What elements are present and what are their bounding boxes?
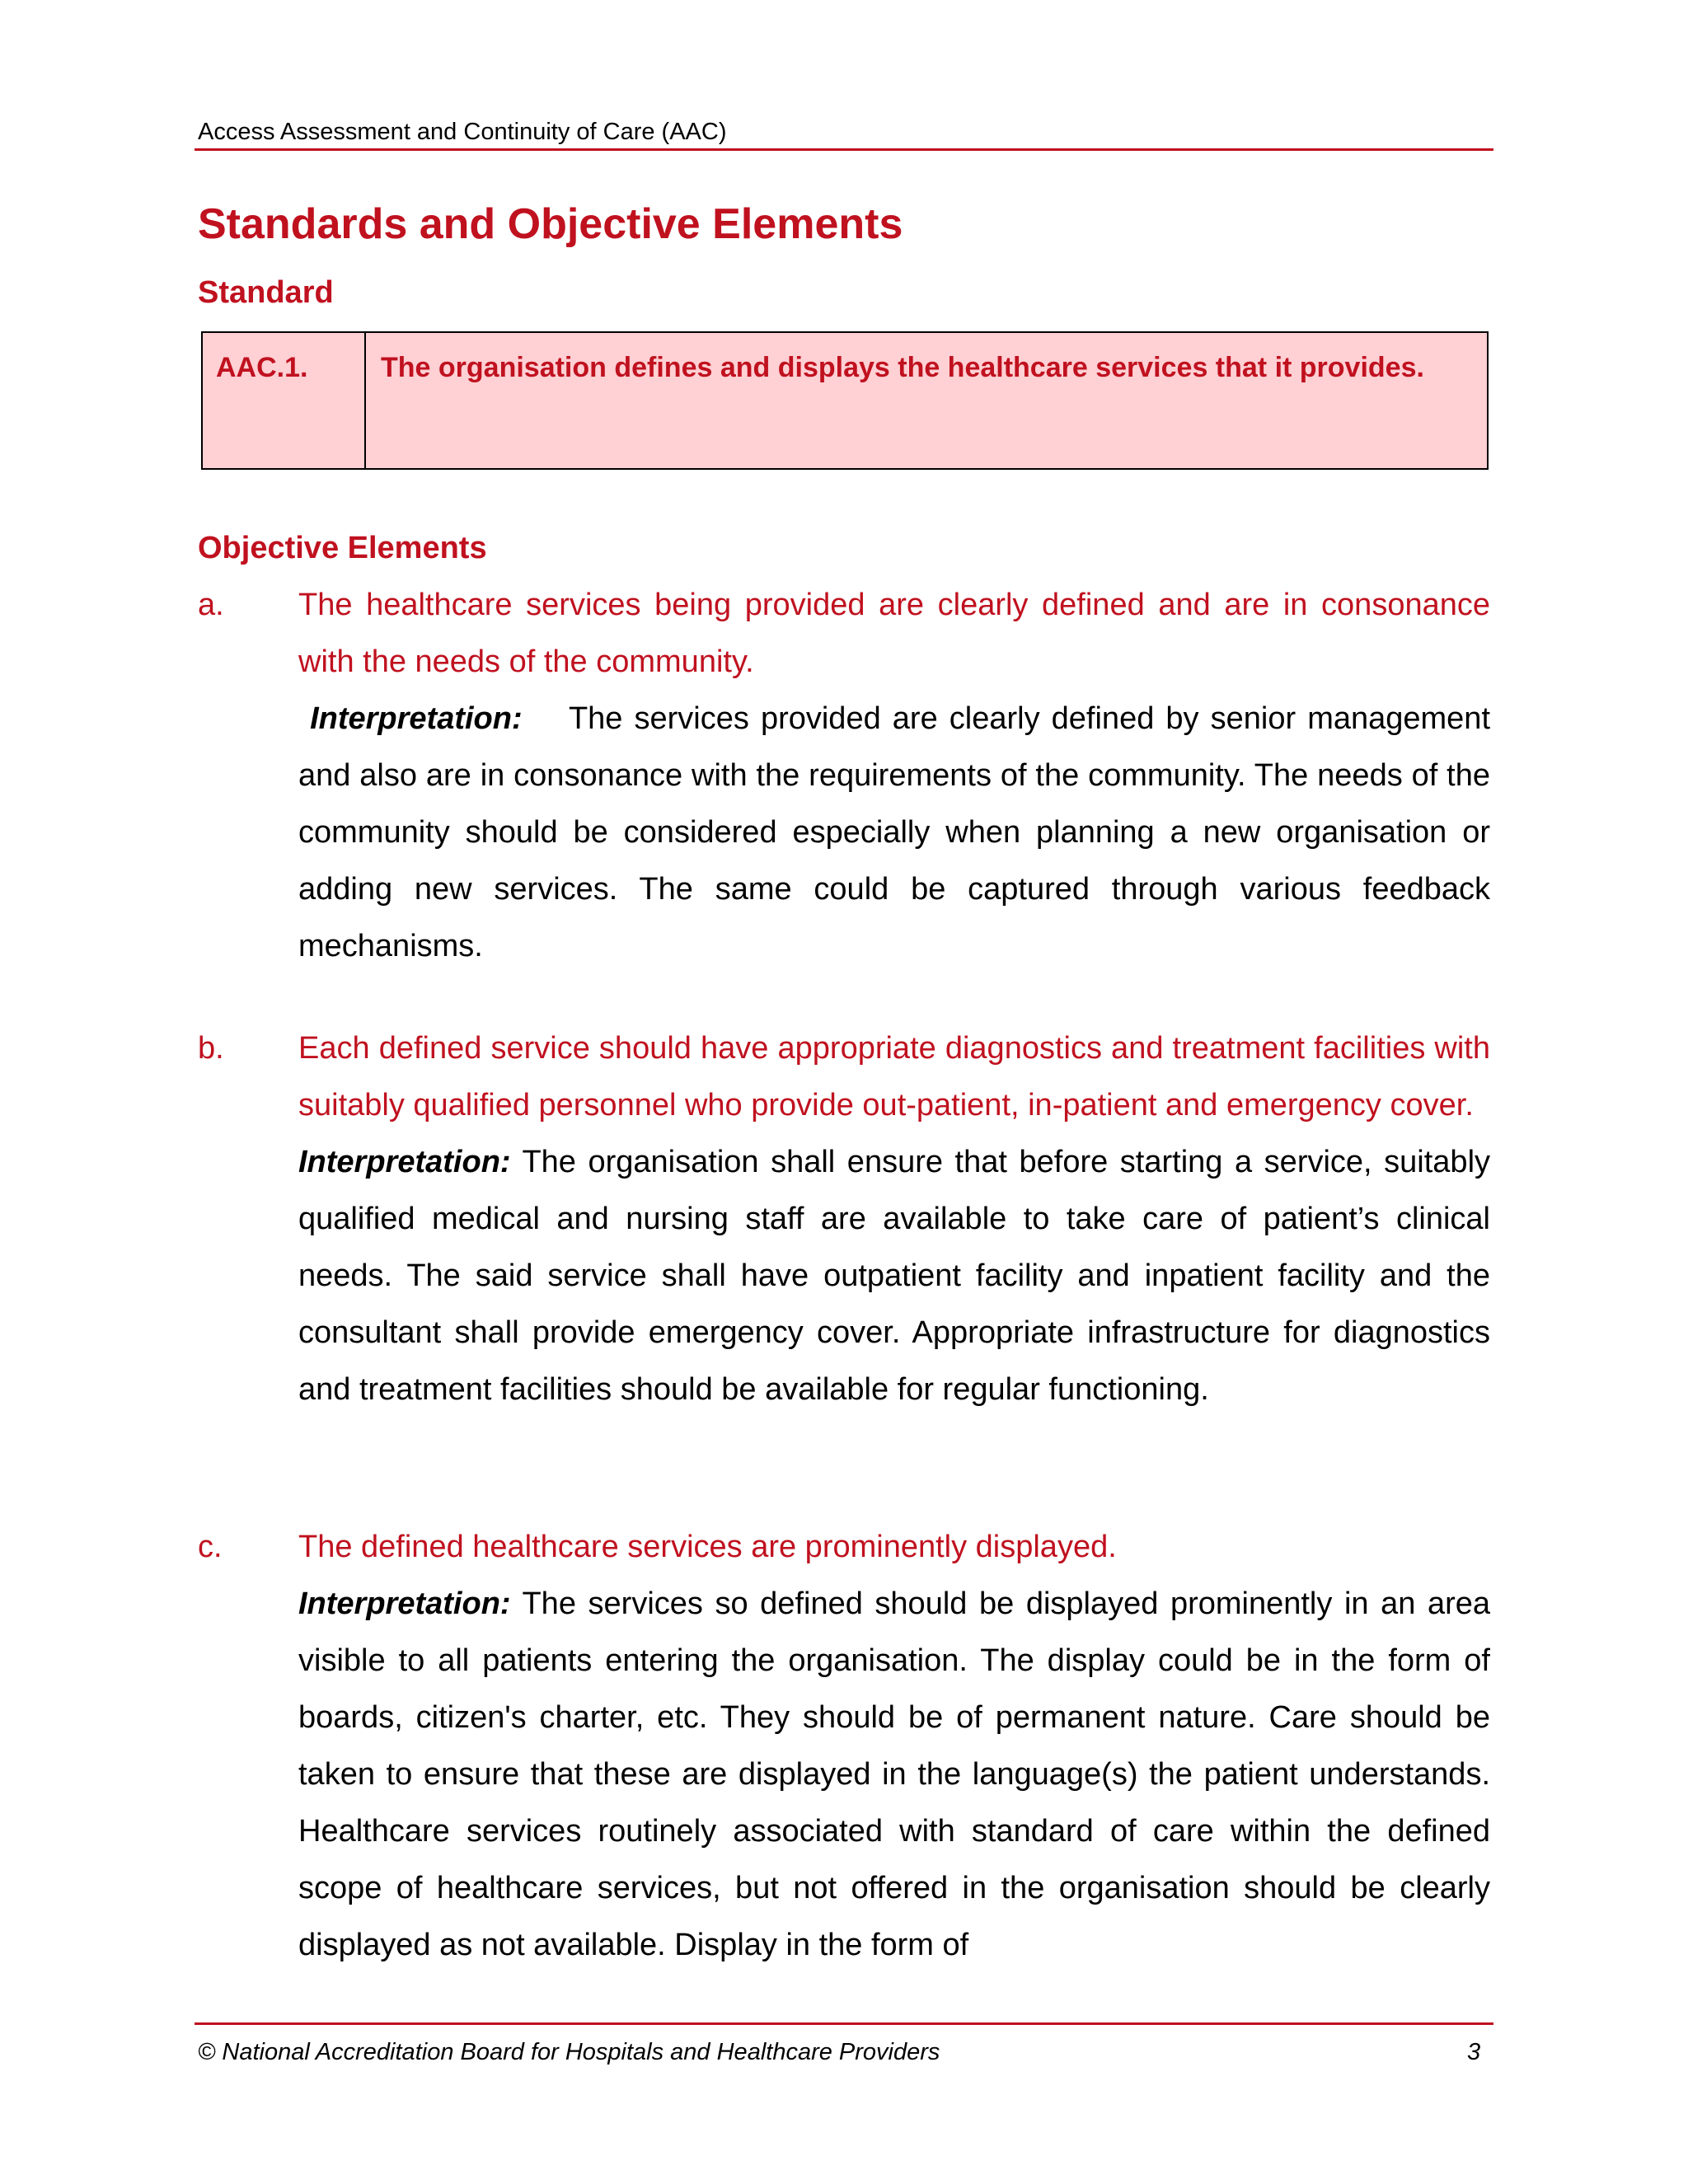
- interpretation-text: The organisation shall ensure that before starting a service, suitably qualified medical and nursing staff are available to take care of patient’s clinical needs. The said service shall have outpatient facility and inpatient facility and the consultant shall provide emergency cover. Appropriate infrastructure for diagnostics and treatment facilities should be available for regular functioning.: [298, 1145, 1491, 1407]
- element-interpretation: [298, 1576, 1490, 1974]
- standard-heading: Standard: [198, 275, 334, 310]
- element-statement: The healthcare services being provided are clearly defined and are in consonance with the needs of the community.: [298, 588, 1490, 679]
- element-letter: c.: [198, 1530, 223, 1564]
- interpretation-label: Interpretation:: [298, 1145, 511, 1179]
- element-letter: a.: [198, 588, 224, 622]
- header-divider: [195, 148, 1493, 151]
- interpretation-label: Interpretation:: [310, 701, 523, 736]
- element-interpretation: [298, 1134, 1490, 1418]
- interpretation-label: Interpretation:: [298, 1586, 511, 1621]
- interpretation-text: The services provided are clearly defined by senior management and also are in consonance with the requirements of the community. The needs of the community should be considered especially when planning a new organisation or adding new services. The same could be captured through various feedback mechanisms.: [298, 701, 1490, 963]
- footer-divider: [195, 2022, 1493, 2025]
- objective-elements-heading: Objective Elements: [198, 531, 487, 565]
- element-statement: The defined healthcare services are prominently displayed.: [298, 1530, 1117, 1564]
- interpretation-text: The services so defined should be displayed prominently in an area visible to all patients entering the organisation. The display could be in the form of boards, citizen's charter, etc. They should be of permanent nature. Care should be taken to ensure that these are displayed in the language(s) the patient understands. Healthcare services routinely associated with standard of care within the defined scope of healthcare services, but not offered in the organisation should be clearly displayed as not available. Display in the form of: [298, 1586, 1491, 1962]
- element-body: [298, 1020, 1490, 1418]
- footer-copyright: © National Accreditation Board for Hospitals and Healthcare Providers: [198, 2039, 940, 2065]
- element-letter: b.: [198, 1031, 224, 1066]
- element-body: [298, 577, 1490, 975]
- running-header: Access Assessment and Continuity of Care (AAC): [198, 119, 727, 145]
- standard-code: AAC.1.: [203, 333, 366, 468]
- element-statement: Each defined service should have appropriate diagnostics and treatment facilities with suitably qualified personnel who provide out-patient, in-patient and emergency cover.: [298, 1031, 1490, 1122]
- standard-text: The organisation defines and displays the healthcare services that it provides.: [381, 352, 1424, 383]
- standard-table: [201, 331, 1489, 470]
- element-interpretation: [298, 691, 1490, 975]
- element-body: [298, 1519, 1490, 1974]
- page-number: 3: [1467, 2039, 1481, 2065]
- page-title: Standards and Objective Elements: [198, 200, 903, 248]
